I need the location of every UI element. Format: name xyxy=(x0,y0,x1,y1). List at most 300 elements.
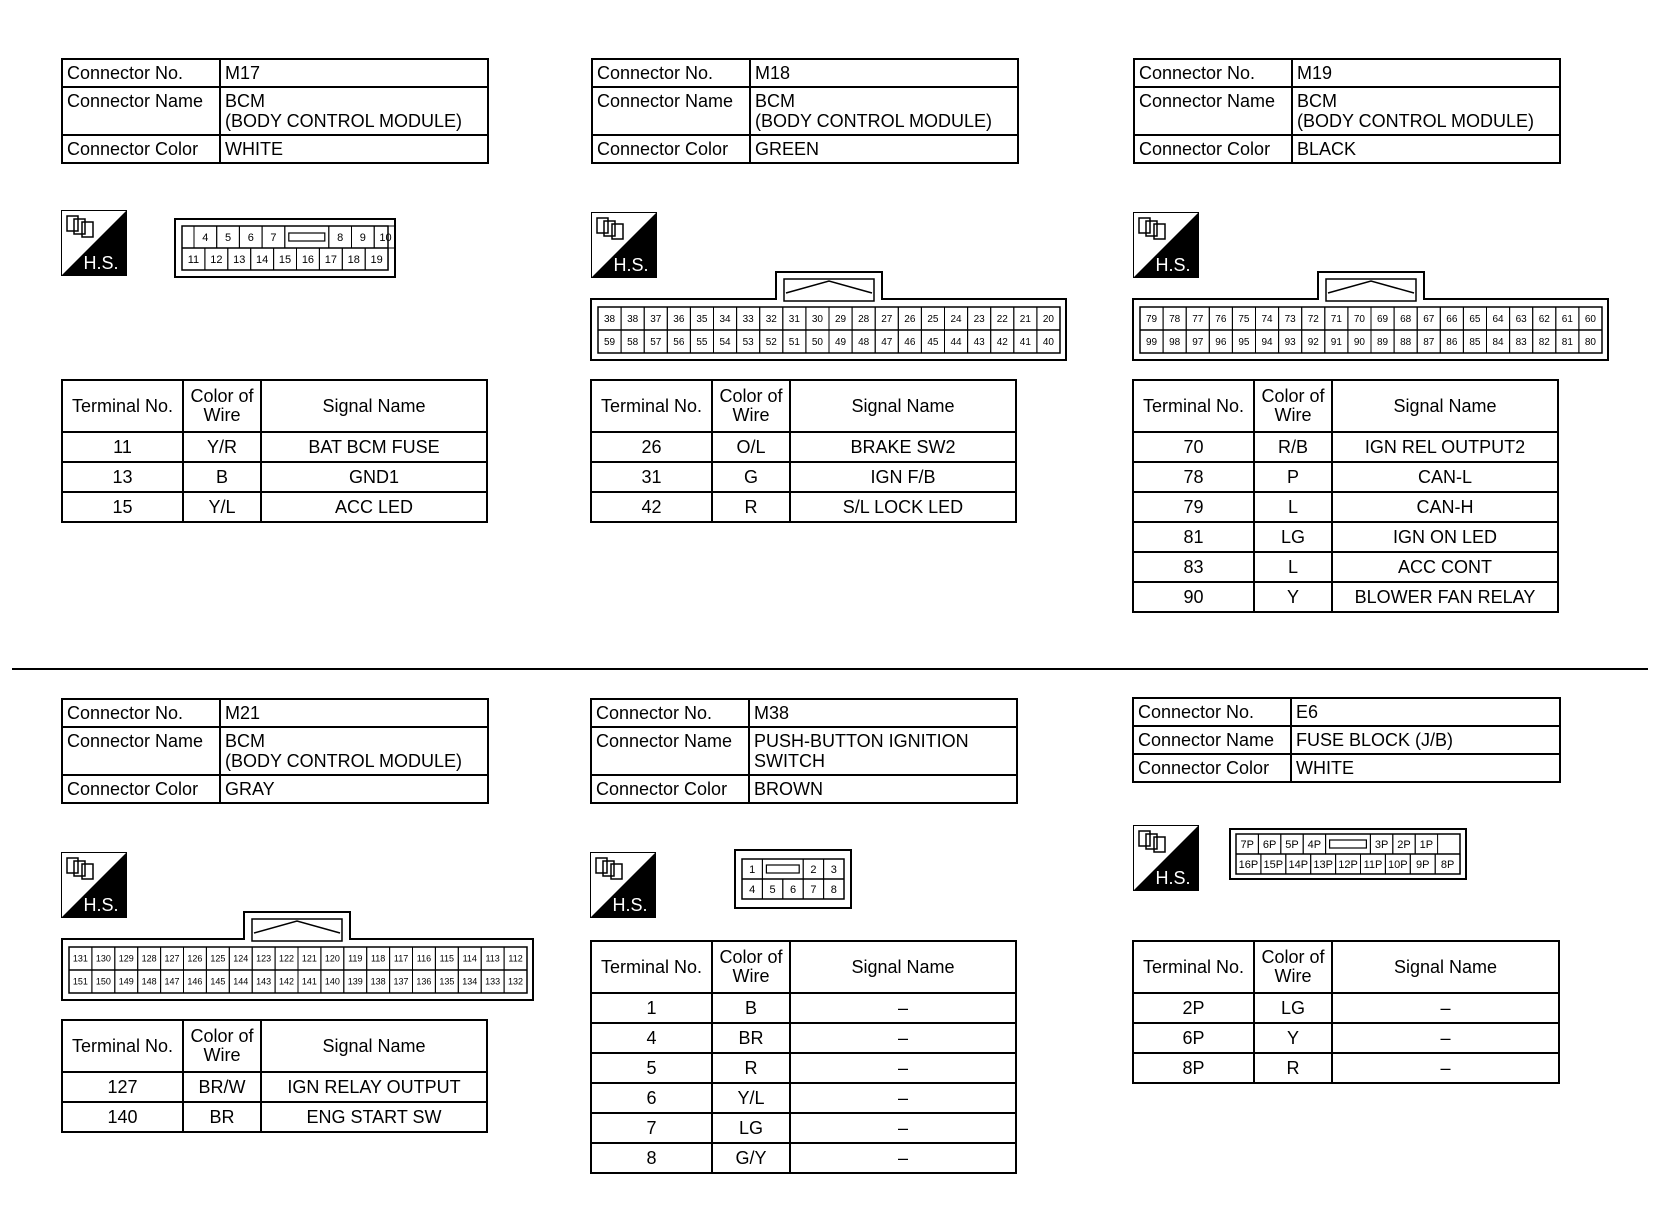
pin-label: 131 xyxy=(72,953,88,964)
connector-color-label: Connector Color xyxy=(62,135,220,163)
table-row xyxy=(62,1072,487,1102)
connector-color-label: Connector Color xyxy=(592,135,750,163)
table-row xyxy=(1133,462,1558,492)
signal-name: BLOWER FAN RELAY xyxy=(1332,582,1558,612)
pin-label: 7 xyxy=(810,883,817,896)
pin-label: 45 xyxy=(927,337,939,349)
terminal-no: 42 xyxy=(591,492,712,522)
pin-label: 70 xyxy=(1353,314,1366,326)
connector-name-label: Connector Name xyxy=(1133,726,1291,754)
pin-label: 5 xyxy=(769,883,776,896)
pin-label: 99 xyxy=(1145,337,1158,349)
wire-color-header: Color of Wire xyxy=(712,941,790,993)
pin-label: 30 xyxy=(811,314,824,326)
pin-label: 4 xyxy=(749,883,756,896)
table-row xyxy=(591,432,1016,462)
pin-label: 151 xyxy=(72,976,88,987)
connector-color-label: Connector Color xyxy=(1133,754,1291,782)
pin-label: 79 xyxy=(1145,314,1158,326)
pin-label: 58 xyxy=(627,337,639,349)
pin-label: 22 xyxy=(996,314,1008,326)
pin-label: 27 xyxy=(881,314,893,326)
pin-label: 21 xyxy=(1019,314,1031,326)
pin-label: 134 xyxy=(462,976,478,987)
signal-name: – xyxy=(790,1053,1016,1083)
pin-label: 74 xyxy=(1261,314,1273,326)
table-row xyxy=(62,492,487,522)
terminal-no: 81 xyxy=(1133,522,1254,552)
pin-label: 88 xyxy=(1400,337,1412,349)
pin-label: 93 xyxy=(1284,337,1296,349)
terminal-no: 11 xyxy=(62,432,183,462)
pin-label: 56 xyxy=(673,337,685,349)
pin-label: 53 xyxy=(742,337,754,349)
table-row xyxy=(591,1113,1016,1143)
wire-color-header: Color of Wire xyxy=(712,380,790,432)
wire-color: LG xyxy=(712,1113,790,1143)
terminal-no: 7 xyxy=(591,1113,712,1143)
pin-label: 38 xyxy=(603,314,616,326)
pin-label: 44 xyxy=(950,337,962,349)
connector-name-label: Connector Name xyxy=(1134,87,1292,135)
terminal-no: 90 xyxy=(1133,582,1254,612)
pin-label: 82 xyxy=(1538,337,1550,349)
pin-label: 116 xyxy=(416,953,432,964)
harness-side-icon xyxy=(590,852,656,918)
table-row xyxy=(62,462,487,492)
wire-color: R xyxy=(712,492,790,522)
terminal-no: 26 xyxy=(591,432,712,462)
hs-label: H.S. xyxy=(1155,255,1191,275)
pin-label: 123 xyxy=(256,953,272,964)
connector-face-m18 xyxy=(590,271,1068,366)
pin-label: 86 xyxy=(1446,337,1458,349)
pin-label: 65 xyxy=(1469,314,1481,326)
signal-name: S/L LOCK LED xyxy=(790,492,1016,522)
signal-name: BAT BCM FUSE xyxy=(261,432,487,462)
wire-color: Y xyxy=(1254,582,1332,612)
connector-color-label: Connector Color xyxy=(591,775,749,803)
pin-label: 132 xyxy=(508,976,524,987)
pin-label: 80 xyxy=(1584,337,1597,349)
pin-label: 15P xyxy=(1263,858,1284,871)
pin-label: 144 xyxy=(233,976,249,987)
pin-label: 2 xyxy=(810,863,817,876)
pin-label: 135 xyxy=(439,976,455,987)
connector-name-value: BCM (BODY CONTROL MODULE) xyxy=(750,87,1018,135)
pin-label: 75 xyxy=(1238,314,1250,326)
connector-face-m21 xyxy=(61,911,535,1006)
pin-label: 2P xyxy=(1397,838,1411,851)
pin-label: 118 xyxy=(370,953,386,964)
connector-no-value: E6 xyxy=(1291,698,1560,726)
terminal-no: 5 xyxy=(591,1053,712,1083)
wire-color: G/Y xyxy=(712,1143,790,1173)
wire-color-header: Color of Wire xyxy=(183,380,261,432)
pin-label: 140 xyxy=(324,976,340,987)
pin-label: 124 xyxy=(233,953,249,964)
table-row xyxy=(1133,1053,1559,1083)
pin-label: 91 xyxy=(1330,337,1342,349)
pin-label: 112 xyxy=(508,953,523,964)
signal-name-header: Signal Name xyxy=(1332,941,1559,993)
connector-no-value: M17 xyxy=(220,59,488,87)
terminal-no: 78 xyxy=(1133,462,1254,492)
pin-label: 31 xyxy=(788,314,800,326)
wire-color-header: Color of Wire xyxy=(1254,380,1332,432)
connector-color-value: WHITE xyxy=(1291,754,1560,782)
table-row xyxy=(591,492,1016,522)
pin-label: 89 xyxy=(1376,337,1389,349)
signal-name: ACC CONT xyxy=(1332,552,1558,582)
pin-label: 127 xyxy=(164,953,180,964)
pin-label: 3P xyxy=(1374,838,1389,851)
wire-color: L xyxy=(1254,552,1332,582)
connector-name-label: Connector Name xyxy=(592,87,750,135)
connector-name-value: PUSH-BUTTON IGNITION SWITCH xyxy=(749,727,1017,775)
pin-label: 84 xyxy=(1492,337,1504,349)
pin-label: 46 xyxy=(904,337,916,349)
connector-info-table xyxy=(1133,58,1561,164)
wire-color: Y/L xyxy=(712,1083,790,1113)
terminal-no-header: Terminal No. xyxy=(591,941,712,993)
signal-name-header: Signal Name xyxy=(261,1020,487,1072)
pin-label: 5 xyxy=(224,231,232,244)
connector-info-table xyxy=(61,698,489,804)
pin-label: 90 xyxy=(1353,337,1366,349)
pin-label: 120 xyxy=(324,953,340,964)
signal-name: IGN RELAY OUTPUT xyxy=(261,1072,487,1102)
pin-label: 78 xyxy=(1169,314,1181,326)
pin-label: 12 xyxy=(210,253,223,266)
pin-label: 48 xyxy=(858,337,870,349)
pin-label: 148 xyxy=(141,976,157,987)
signal-name: – xyxy=(790,1113,1016,1143)
pin-label: 51 xyxy=(788,337,800,349)
pin-label: 115 xyxy=(439,953,455,964)
connector-key xyxy=(1330,840,1367,848)
wire-color: Y/R xyxy=(183,432,261,462)
table-row xyxy=(62,1102,487,1132)
terminal-no-header: Terminal No. xyxy=(1133,380,1254,432)
connector-name-value: FUSE BLOCK (J/B) xyxy=(1291,726,1560,754)
pin-label: 71 xyxy=(1330,314,1342,326)
pin-label: 141 xyxy=(301,976,317,987)
pin-label: 143 xyxy=(256,976,272,987)
harness-side-icon xyxy=(1133,825,1199,891)
signal-name: ACC LED xyxy=(261,492,487,522)
pin-label: 4 xyxy=(202,231,209,244)
terminal-no: 2P xyxy=(1133,993,1254,1023)
table-row xyxy=(591,1023,1016,1053)
hs-label: H.S. xyxy=(1155,868,1191,888)
wire-color: P xyxy=(1254,462,1332,492)
pin-label: 52 xyxy=(765,337,777,349)
hs-label: H.S. xyxy=(83,253,119,273)
connector-face-e6 xyxy=(1229,828,1467,885)
connector-no-label: Connector No. xyxy=(1134,59,1292,87)
connector-color-label: Connector Color xyxy=(62,775,220,803)
pin-label: 62 xyxy=(1538,314,1550,326)
wire-color: R xyxy=(712,1053,790,1083)
connector-color-value: GRAY xyxy=(220,775,488,803)
pin-label: 64 xyxy=(1492,314,1504,326)
pin-label: 8 xyxy=(337,231,344,244)
pin-label: 32 xyxy=(765,314,777,326)
pin-label: 17 xyxy=(324,253,337,266)
wire-color: LG xyxy=(1254,993,1332,1023)
signal-name: – xyxy=(1332,993,1559,1023)
pin-label: 114 xyxy=(462,953,477,964)
pin-label: 3 xyxy=(830,863,837,876)
pin-label: 125 xyxy=(210,953,226,964)
pin-label: 50 xyxy=(811,337,824,349)
pin-label: 142 xyxy=(279,976,295,987)
pin-label: 72 xyxy=(1307,314,1319,326)
signal-name-header: Signal Name xyxy=(790,941,1016,993)
pin-label: 92 xyxy=(1307,337,1319,349)
wire-color: O/L xyxy=(712,432,790,462)
pin-label: 11 xyxy=(187,253,200,266)
table-row xyxy=(1133,552,1558,582)
pin-label: 14 xyxy=(256,253,269,266)
signal-name: ENG START SW xyxy=(261,1102,487,1132)
pin-label: 54 xyxy=(719,337,731,349)
terminal-no: 140 xyxy=(62,1102,183,1132)
pin-label: 63 xyxy=(1515,314,1527,326)
terminal-table xyxy=(590,379,1017,523)
terminal-no: 127 xyxy=(62,1072,183,1102)
pin-label: 96 xyxy=(1215,337,1227,349)
pin-label: 66 xyxy=(1446,314,1458,326)
pin-label: 113 xyxy=(485,953,500,964)
pin-label: 10P xyxy=(1388,858,1408,871)
hs-label: H.S. xyxy=(83,895,119,915)
connector-name-label: Connector Name xyxy=(62,727,220,775)
pin-label: 12P xyxy=(1338,858,1358,871)
terminal-no-header: Terminal No. xyxy=(1133,941,1254,993)
terminal-no: 15 xyxy=(62,492,183,522)
pin-label: 87 xyxy=(1423,337,1435,349)
signal-name: IGN F/B xyxy=(790,462,1016,492)
pin-label: 68 xyxy=(1400,314,1412,326)
signal-name: IGN ON LED xyxy=(1332,522,1558,552)
pin-label: 14P xyxy=(1288,858,1309,871)
pin-label: 10 xyxy=(379,231,392,244)
pin-label: 7 xyxy=(270,231,277,244)
terminal-no: 6P xyxy=(1133,1023,1254,1053)
signal-name-header: Signal Name xyxy=(790,380,1016,432)
section-divider xyxy=(12,668,1648,670)
signal-name: – xyxy=(1332,1053,1559,1083)
terminal-table xyxy=(1132,379,1559,613)
wire-color: B xyxy=(712,993,790,1023)
pin-label: 133 xyxy=(485,976,501,987)
harness-side-icon xyxy=(61,210,127,276)
pin-label: 33 xyxy=(742,314,754,326)
pin-label: 59 xyxy=(603,337,616,349)
pin-label: 24 xyxy=(950,314,962,326)
wire-color: BR/W xyxy=(183,1072,261,1102)
connector-name-value: BCM (BODY CONTROL MODULE) xyxy=(220,87,488,135)
harness-side-icon xyxy=(1133,212,1199,278)
table-row xyxy=(591,1053,1016,1083)
harness-side-icon xyxy=(61,852,127,918)
signal-name: – xyxy=(790,1023,1016,1053)
pin-label: 117 xyxy=(393,953,409,964)
pin-label: 6 xyxy=(247,231,254,244)
table-row xyxy=(1133,432,1558,462)
hs-label: H.S. xyxy=(612,895,648,915)
signal-name: BRAKE SW2 xyxy=(790,432,1016,462)
pin-label: 49 xyxy=(834,337,847,349)
pin-label: 42 xyxy=(996,337,1008,349)
pin-label: 69 xyxy=(1376,314,1389,326)
wire-color-header: Color of Wire xyxy=(183,1020,261,1072)
pin-label: 38 xyxy=(627,314,639,326)
pin-label: 25 xyxy=(927,314,939,326)
terminal-no-header: Terminal No. xyxy=(62,380,183,432)
connector-face-m19 xyxy=(1132,271,1610,366)
signal-name: – xyxy=(1332,1023,1559,1053)
table-row xyxy=(1133,492,1558,522)
pin-label: 18 xyxy=(347,253,360,266)
terminal-no-header: Terminal No. xyxy=(591,380,712,432)
pin-label: 16 xyxy=(301,253,315,266)
signal-name: – xyxy=(790,1083,1016,1113)
connector-info-table xyxy=(590,698,1018,804)
pin-label: 1 xyxy=(749,863,756,876)
pin-label: 6P xyxy=(1262,838,1277,851)
connector-name-value: BCM (BODY CONTROL MODULE) xyxy=(1292,87,1560,135)
connector-face-m17 xyxy=(174,218,396,283)
table-row xyxy=(1133,522,1558,552)
wire-color: Y/L xyxy=(183,492,261,522)
connector-info-table xyxy=(61,58,489,164)
pin-label: 98 xyxy=(1169,337,1181,349)
connector-no-label: Connector No. xyxy=(592,59,750,87)
connector-color-value: BROWN xyxy=(749,775,1017,803)
pin-label: 36 xyxy=(673,314,685,326)
connector-name-value: BCM (BODY CONTROL MODULE) xyxy=(220,727,488,775)
pin-label: 7P xyxy=(1240,838,1254,851)
wire-color-header: Color of Wire xyxy=(1254,941,1332,993)
pin-label: 67 xyxy=(1423,314,1435,326)
pin-label: 95 xyxy=(1238,337,1250,349)
pin-label: 76 xyxy=(1215,314,1227,326)
connector-color-label: Connector Color xyxy=(1134,135,1292,163)
pin-label: 23 xyxy=(973,314,985,326)
pin-label: 8P xyxy=(1440,858,1455,871)
pin-label: 35 xyxy=(696,314,708,326)
connector-no-value: M21 xyxy=(220,699,488,727)
wire-color: R xyxy=(1254,1053,1332,1083)
signal-name-header: Signal Name xyxy=(1332,380,1558,432)
connector-no-label: Connector No. xyxy=(62,699,220,727)
signal-name: – xyxy=(790,1143,1016,1173)
signal-name-header: Signal Name xyxy=(261,380,487,432)
pin-label: 6 xyxy=(789,883,797,896)
wire-color: B xyxy=(183,462,261,492)
connector-color-value: BLACK xyxy=(1292,135,1560,163)
signal-name: CAN-L xyxy=(1332,462,1558,492)
wire-color: Y xyxy=(1254,1023,1332,1053)
harness-side-icon xyxy=(591,212,657,278)
pin-label: 145 xyxy=(210,976,226,987)
signal-name: – xyxy=(790,993,1016,1023)
terminal-table xyxy=(590,940,1017,1174)
connector-no-label: Connector No. xyxy=(62,59,220,87)
pin-label: 29 xyxy=(834,314,847,326)
pin-label: 149 xyxy=(118,976,134,987)
pin-label: 150 xyxy=(95,976,111,987)
pin-label: 128 xyxy=(141,953,157,964)
connector-face-m38 xyxy=(734,849,852,914)
table-row xyxy=(62,432,487,462)
signal-name: CAN-H xyxy=(1332,492,1558,522)
wire-color: BR xyxy=(712,1023,790,1053)
terminal-table xyxy=(61,1019,488,1133)
pin-label: 34 xyxy=(719,314,731,326)
wire-color: R/B xyxy=(1254,432,1332,462)
pin-label: 119 xyxy=(348,953,363,964)
table-row xyxy=(1133,1023,1559,1053)
pin-label: 5P xyxy=(1285,838,1299,851)
signal-name: GND1 xyxy=(261,462,487,492)
pin-label: 129 xyxy=(118,953,134,964)
pin-label: 9 xyxy=(359,231,366,244)
pin-label: 19 xyxy=(370,253,383,266)
pin-label: 85 xyxy=(1469,337,1481,349)
pin-label: 122 xyxy=(279,953,295,964)
wire-color: L xyxy=(1254,492,1332,522)
table-row xyxy=(591,1083,1016,1113)
pin-label: 61 xyxy=(1561,314,1573,326)
pin-label: 137 xyxy=(393,976,409,987)
pin-label: 97 xyxy=(1192,337,1204,349)
pin-label: 43 xyxy=(973,337,985,349)
pin-label: 130 xyxy=(95,953,111,964)
terminal-no: 83 xyxy=(1133,552,1254,582)
terminal-no-header: Terminal No. xyxy=(62,1020,183,1072)
connector-no-value: M18 xyxy=(750,59,1018,87)
pin-label: 121 xyxy=(301,953,317,964)
pin-label: 26 xyxy=(904,314,916,326)
pin-label: 139 xyxy=(347,976,363,987)
terminal-table xyxy=(1132,940,1560,1084)
pin-label: 11P xyxy=(1363,858,1383,871)
connector-no-label: Connector No. xyxy=(1133,698,1291,726)
pin-label: 15 xyxy=(278,253,292,266)
pin-label: 77 xyxy=(1192,314,1204,326)
pin-label: 40 xyxy=(1042,337,1055,349)
pin-label: 13 xyxy=(233,253,246,266)
table-row xyxy=(591,1143,1016,1173)
hs-label: H.S. xyxy=(613,255,649,275)
table-row xyxy=(591,462,1016,492)
table-row xyxy=(591,993,1016,1023)
signal-name: IGN REL OUTPUT2 xyxy=(1332,432,1558,462)
table-row xyxy=(1133,993,1559,1023)
terminal-no: 1 xyxy=(591,993,712,1023)
pin-label: 147 xyxy=(164,976,180,987)
terminal-no: 6 xyxy=(591,1083,712,1113)
pin-label: 28 xyxy=(858,314,870,326)
pin-label: 9P xyxy=(1416,858,1430,871)
pin-label: 47 xyxy=(881,337,893,349)
connector-no-label: Connector No. xyxy=(591,699,749,727)
connector-info-table xyxy=(591,58,1019,164)
